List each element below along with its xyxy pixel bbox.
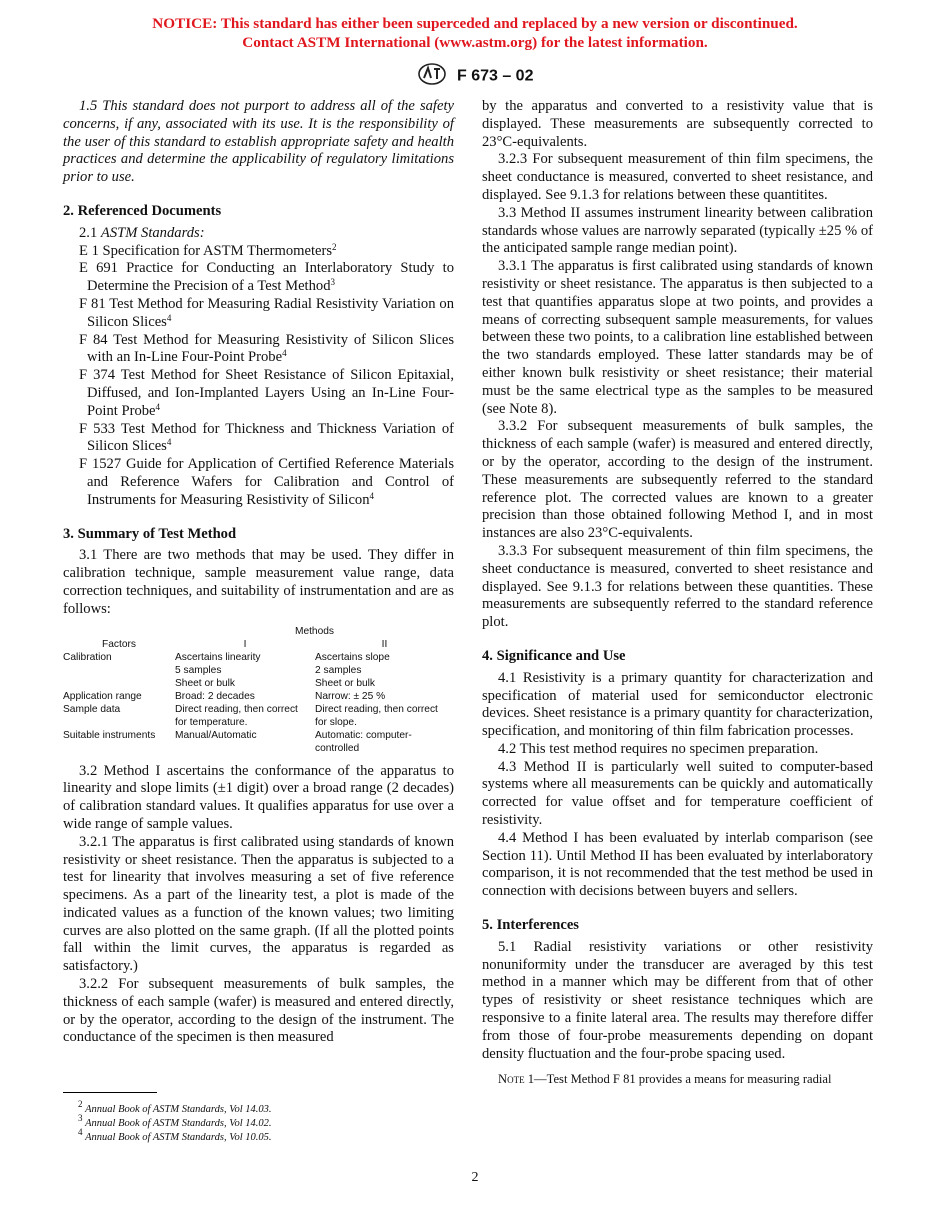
table-cell: Suitable instruments (63, 729, 156, 741)
notice-banner (0, 14, 950, 52)
paragraph-3-3: 3.3 Method II assumes instrument linearity between calibration standards whose values are narrowly separated (typically ±25 % of the anticipated sample range median point). (482, 204, 873, 257)
paragraph-3-2: 3.2 Method I ascertains the conformance of the apparatus to linearity and slope limits (±1 digit) over a broad range (2 decades) of calibration standard values. It qualifies apparatus for use over a wide range of sample values. (63, 762, 454, 832)
table-cell: Manual/Automatic (175, 729, 257, 741)
section-2-heading: 2. Referenced Documents (63, 202, 222, 219)
reference-item: F 81 Test Method for Measuring Radial Resistivity Variation on Silicon Slices$^4$ (79, 295, 454, 330)
reference-item: F 533 Test Method for Thickness and Thickness Variation of Silicon Slices$^4$ (79, 420, 454, 455)
notice-line-2: Contact ASTM International (www.astm.org) for the latest information. (242, 34, 708, 51)
table-cell: Ascertains linearity 5 samples Sheet or bulk (175, 651, 261, 689)
paragraph-5-1: 5.1 Radial resistivity variations or other resistivity nonuniformity under the transducer are averaged by this test method in a manner which may be different from that of other types of resistivity or sheet resistance techniques which are responsive to a finite lateral area. The results may therefore differ from those of four-probe measurements depending on dopant density fluctuation and the four-probe spacing used. (482, 938, 873, 1062)
paragraph-4-1: 4.1 Resistivity is a primary quantity for characterization and specification of material used for semiconductor electronic devices. Sheet resistance is a primary quantity for characterization, specification, and monitoring of thin film fabrication processes. (482, 669, 873, 740)
paragraph-1-5: 1.5 This standard does not purport to address all of the safety concerns, if any, associated with its use. It is the responsibility of the user of this standard to establish appropriate safety and health practices and determine the applicability of regulatory limitations prior to use. (63, 98, 454, 186)
footnote: $^3$ Annual Book of ASTM Standards, Vol 14.02. (78, 1113, 272, 1129)
reference-list (63, 243, 454, 510)
astm-logo-icon (417, 62, 447, 91)
reference-item: E 691 Practice for Conducting an Interlaboratory Study to Determine the Precision of a Test Method$^3$ (79, 260, 454, 295)
paragraph-3-3-2: 3.3.2 For subsequent measurements of bulk samples, the thickness of each sample (wafer) is measured and entered directly, or by the operator, according to the design of the instrument. These measurements are subsequently referred to the standard reference plot. The corrected values are known to a greater precision than those obtained following Method I, and in most instances are also 23°C-equivalents. (482, 418, 873, 542)
method-i-header: I (243, 638, 247, 650)
reference-item: F 1527 Guide for Application of Certified Reference Materials and Reference Wafers for Calibration and Control of Instruments for Measuring Resistivity of Silicon$^4$ (79, 456, 454, 508)
table-cell: Narrow: ± 25 % (315, 690, 386, 702)
note-1: Note 1—Test Method F 81 provides a means for measuring radial (498, 1072, 832, 1087)
table-row (63, 651, 454, 690)
left-column (63, 98, 454, 1047)
paragraph-3-2-2: 3.2.2 For subsequent measurements of bulk samples, the thickness of each sample (wafer) is measured and entered directly, or by the operator, according to the design of the instrument. The conductance of the specimen is then measured (63, 976, 454, 1046)
paragraph-4-2: 4.2 This test method requires no specimen preparation. (498, 740, 819, 757)
section-4-heading: 4. Significance and Use (482, 647, 626, 664)
reference-item: F 84 Test Method for Measuring Resistivity of Silicon Slices with an In-Line Four-Point Probe$^4$ (79, 331, 454, 366)
table-row (63, 690, 454, 703)
footnote: $^2$ Annual Book of ASTM Standards, Vol 14.03. (78, 1099, 272, 1115)
section-5-heading: 5. Interferences (482, 917, 579, 934)
paragraph-3-3-1: 3.3.1 The apparatus is first calibrated using standards of known resistivity or sheet resistance. The apparatus is then subjected to a test that quantifies apparatus slope at two points, and provides a means of correcting subsequent sample measurements, for values between these two points, to a calibration line established between the two standards employed. These latter standards may be of either known bulk resistivity or sheet resistance; their material must be the same electrical type as the samples to be measured (see Note 8). (482, 258, 873, 417)
table-row (63, 729, 454, 755)
factors-header: Factors (102, 638, 136, 650)
right-column (482, 98, 873, 1089)
table-cell: Ascertains slope 2 samples Sheet or bulk (315, 651, 390, 689)
methods-table (63, 625, 454, 755)
table-cell: Calibration (63, 651, 112, 663)
page-number: 2 (471, 1170, 479, 1185)
section-3-heading: 3. Summary of Test Method (63, 525, 237, 542)
designation: F 673 – 02 (456, 67, 534, 85)
paragraph-3-1: 3.1 There are two methods that may be used. They differ in calibration technique, sample measurement value range, data correction techniques, and suitability of instrumentation and are as follows: (63, 547, 454, 617)
document-header (0, 62, 950, 91)
table-row (63, 703, 454, 729)
method-ii-header: II (381, 638, 388, 650)
paragraph-3-3-3: 3.3.3 For subsequent measurement of thin film specimens, the sheet conductance is measured, converted to sheet resistance and displayed. See 9.1.3 for relations between these quantities. These measurements are subsequently referred to the standard reference plot. (482, 542, 873, 631)
table-cell: Direct reading, then correct for temperature. (175, 703, 298, 728)
table-cell: Direct reading, then correct for slope. (315, 703, 438, 728)
footnote-rule (63, 1092, 157, 1093)
paragraph-4-4: 4.4 Method I has been evaluated by interlab comparison (see Section 11). Until Method II has been evaluated by interlaboratory comparison, it is not recommended that the test method be used in connection with decisions between buyers and sellers. (482, 829, 873, 900)
reference-item: E 1 Specification for ASTM Thermometers$^2$ (79, 241, 337, 259)
notice-line-1: NOTICE: This standard has either been superceded and replaced by a new version or discontinued. (152, 15, 798, 32)
table-cell: Automatic: computer- controlled (315, 729, 412, 754)
paragraph-continued: by the apparatus and converted to a resistivity value that is displayed. These measurements are subsequently corrected to 23°C-equivalents. (482, 98, 873, 150)
table-cell: Sample data (63, 703, 121, 715)
methods-header: Methods (294, 625, 335, 637)
table-cell: Application range (63, 690, 142, 702)
footnotes (63, 1099, 454, 1145)
table-cell: Broad: 2 decades (175, 690, 255, 702)
paragraph-3-2-1: 3.2.1 The apparatus is first calibrated using standards of known resistivity or sheet resistance. Then the apparatus is subjected to a test for linearity that involves measuring a set of five reference specimens. As a part of the linearity test, a plot is made of the indicated values as a function of the known values; two limiting curves are also plotted on the same graph. (If all the plotted points fall within the limit curves, the apparatus is regarded as satisfactory.) (63, 833, 454, 975)
paragraph-4-3: 4.3 Method II is particularly well suited to computer-based systems where all measurements can be quickly and automatically corrected for value offset and for temperature coefficient of resistivity. (482, 758, 873, 829)
footnote: $^4$ Annual Book of ASTM Standards, Vol 10.05. (78, 1127, 272, 1143)
paragraph-3-2-3: 3.2.3 For subsequent measurement of thin film specimens, the sheet conductance is measured, converted to sheet resistance, and displayed. See 9.1.3 for relations between these quantitites. (482, 151, 873, 203)
reference-item: F 374 Test Method for Sheet Resistance of Silicon Epitaxial, Diffused, and Ion-Implanted Layers Using an In-Line Four-Point Probe$^4$ (79, 367, 454, 419)
paragraph-2-1: 2.1 ASTM Standards: (79, 224, 205, 241)
